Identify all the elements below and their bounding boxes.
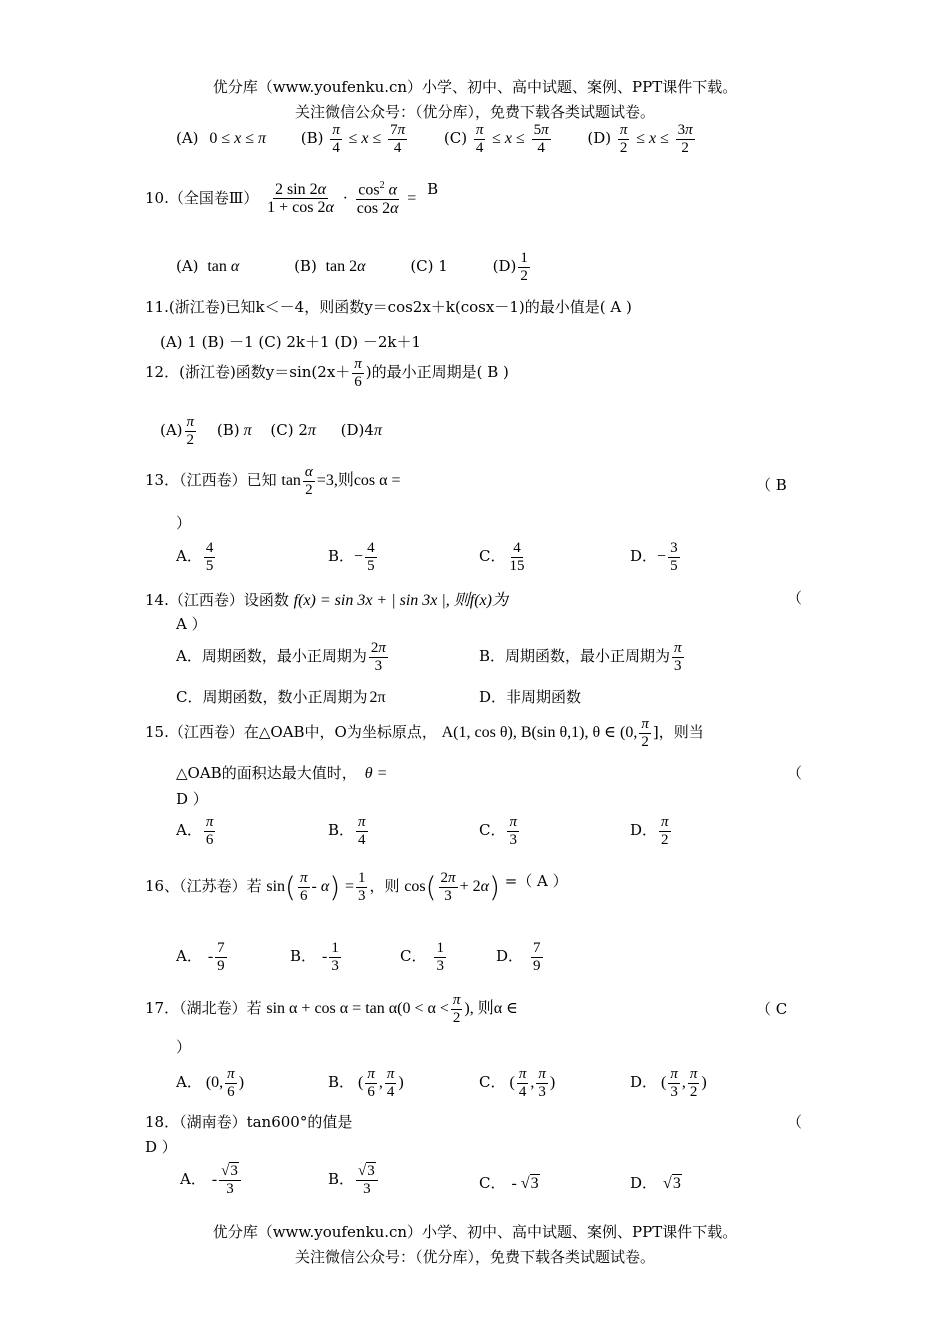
q17-stem: 17．（湖北卷）若 sin α + cos α = tan α(0 < α < $\frac{\pi}{2}$ ), 则α ∈ xyxy=(145,992,518,1026)
q17-option-c: C． ( $\frac{\pi}{4}$ , $\frac{\pi}{3}$ ) xyxy=(479,1066,556,1100)
q15-option-a: A． $\frac{\pi}{6}$ xyxy=(176,814,214,848)
q13-stem: 13．（江西卷）已知 tan $\frac{\alpha}{2}$ =3,则cos α = xyxy=(145,464,401,498)
q17-option-d: D． ( $\frac{\pi}{3}$ , $\frac{\pi}{2}$ ) xyxy=(630,1066,707,1100)
footer-line-2: 关注微信公众号：（优分库），免费下载各类试题试卷。 xyxy=(294,1248,655,1266)
q15-stem: 15.（江西卷）在△OAB中，O为坐标原点， A(1, cos θ), B(sin θ,1), θ ∈ (0, $\frac{\pi}{2}$ ]，则当 xyxy=(145,716,704,750)
q17-stem-math: sin α + cos α = tan α(0 < α < xyxy=(266,1000,449,1017)
q15-option-b: B． $\frac{\pi}{4}$ xyxy=(328,814,366,848)
q16-option-d: D． $\frac{7}{9}$ xyxy=(496,940,541,974)
q10-option-b: (B) xyxy=(294,257,317,275)
q18-stem: 18．（湖南卷）tan600°的值是 xyxy=(145,1113,353,1131)
q10-answer: B xyxy=(427,180,439,198)
q17-option-b: B． ( $\frac{\pi}{6}$ , $\frac{\pi}{4}$ ) xyxy=(328,1066,404,1100)
q12-stem-pre: 12．(浙江卷)函数y＝sin(2x＋ xyxy=(145,363,351,381)
q9-options: (A) 0 ≤ x ≤ π (B) $\frac{\pi}{4}$ ≤ x ≤ $\frac{7\pi}{4}$ (C) $\frac{\pi}{4}$ ≤ x ≤ $\frac{5\pi}{4}$ (D) $\frac{\pi}{2}$ ≤ x ≤ $\frac{3\pi}{2}$ xyxy=(176,122,693,156)
q16-option-a: A． - $\frac{7}{9}$ xyxy=(176,940,225,974)
q15-answer: D ） xyxy=(176,790,208,808)
q13-option-a: A． $\frac{4}{5}$ xyxy=(176,540,214,574)
q15-line-2: △OAB的面积达最大值时， θ = xyxy=(176,764,388,782)
q16-option-b: B． - $\frac{1}{3}$ xyxy=(290,940,339,974)
q15-paren: （ xyxy=(787,764,803,782)
header-line-1: 优分库（www.youfenku.cn）小学、初中、高中试题、案例、PPT课件下载。 xyxy=(212,78,738,96)
q17-answer: （ C xyxy=(756,1000,788,1018)
q10-options: (A) tan α (B) tan 2α (C) 1 (D) $\frac{1}{2}$ xyxy=(176,250,528,284)
q14-option-c: C．周期函数，数小正周期为 2π xyxy=(176,688,386,706)
q9-option-c-label: (C) xyxy=(443,129,468,147)
q10-option-c: (C) 1 xyxy=(410,257,448,275)
q18-option-c: C． - √3 xyxy=(479,1174,539,1192)
q9-option-d-label: (D) xyxy=(587,129,612,147)
q10-stem: 10.（全国卷Ⅲ） $\frac{2 \sin 2\alpha}{1 + \cos 2\alpha}$ · $\frac{\cos^2 \alpha}{\cos 2\alpha}$ = B xyxy=(145,180,439,217)
q18-option-d: D． √3 xyxy=(630,1174,681,1192)
q14-stem: 14.（江西卷）设函数 f(x) = sin 3x + | sin 3x |, 则f(x)为 xyxy=(145,591,508,609)
q12-option-d: (D)4 xyxy=(340,421,374,439)
q14-stem-math: f(x) = sin 3x + | sin 3x |, 则f(x)为 xyxy=(293,592,508,609)
q12-stem-post: )的最小正周期是( B ) xyxy=(365,363,509,381)
q9-option-b-label: (B) xyxy=(300,129,324,147)
q18-option-b: B． $\frac{√3}{3}$ xyxy=(328,1163,380,1197)
q13-option-c: C． $\frac{4}{15}$ xyxy=(479,540,525,574)
q16-option-c: C． $\frac{1}{3}$ xyxy=(400,940,444,974)
q16-stem: 16、（江苏卷）若 sin( $\frac{\pi}{6}$ - α) = $\frac{1}{3}$ ，则 cos( $\frac{2\pi}{3}$ + 2α) =（ A ） xyxy=(145,870,568,904)
q14-option-a: A．周期函数，最小正周期为 $\frac{2\pi}{3}$ xyxy=(176,640,386,674)
q15-option-c: C． $\frac{\pi}{3}$ xyxy=(479,814,517,848)
q18-option-a: A． - $\frac{√3}{3}$ xyxy=(180,1163,243,1197)
q12-option-a: (A) xyxy=(160,421,183,439)
q13-option-b: B．− $\frac{4}{5}$ xyxy=(328,540,375,574)
q12-stem: 12．(浙江卷)函数y＝sin(2x＋ $\frac{\pi}{6}$ )的最小正周期是( B ) xyxy=(145,356,509,390)
q13-stem-text: 13．（江西卷）已知 xyxy=(145,471,277,489)
q18-answer: D ） xyxy=(145,1138,177,1156)
q16-answer: =（ A ） xyxy=(504,872,568,890)
q17-close-paren: ） xyxy=(176,1038,192,1056)
q11-options: (A) 1 (B) －1 (C) 2k＋1 (D) －2k＋1 xyxy=(160,333,421,351)
header-line-2: 关注微信公众号：（优分库），免费下载各类试题试卷。 xyxy=(294,103,655,121)
footer-line-1: 优分库（www.youfenku.cn）小学、初中、高中试题、案例、PPT课件下载。 xyxy=(212,1223,738,1241)
q13-close-paren: ） xyxy=(176,514,192,532)
q14-paren: （ xyxy=(787,589,803,607)
q12-option-c: (C) 2 xyxy=(270,421,308,439)
q13-option-d: D．− $\frac{3}{5}$ xyxy=(630,540,678,574)
q10-option-a: (A) xyxy=(176,257,199,275)
q10-number: 10.（全国卷Ⅲ） xyxy=(145,188,259,207)
q9-option-a-label: (A) xyxy=(176,129,199,147)
q13-stem-math: =3,则cos α = xyxy=(316,472,401,489)
q11-stem: 11.(浙江卷)已知k＜－4，则函数y＝cos2x＋k(cosx－1)的最小值是( A ) xyxy=(145,298,632,316)
q14-option-b: B．周期函数，最小正周期为 $\frac{\pi}{3}$ xyxy=(479,640,682,674)
q12-options: (A) $\frac{\pi}{2}$ (B) π (C) 2π (D)4π xyxy=(160,414,382,448)
q10-option-d: (D) xyxy=(492,257,517,275)
q18-paren: （ xyxy=(787,1113,803,1131)
q17-option-a: A． (0, $\frac{\pi}{6}$ ) xyxy=(176,1066,245,1100)
q13-answer: （ B xyxy=(756,476,787,494)
q15-stem-math: A(1, cos θ), B(sin θ,1), θ ∈ (0, xyxy=(441,724,638,741)
q12-option-b: (B) xyxy=(216,421,240,439)
q15-option-d: D． $\frac{\pi}{2}$ xyxy=(630,814,669,848)
q14-answer: A ） xyxy=(176,615,207,633)
q14-option-d: D．非周期函数 xyxy=(479,688,582,706)
